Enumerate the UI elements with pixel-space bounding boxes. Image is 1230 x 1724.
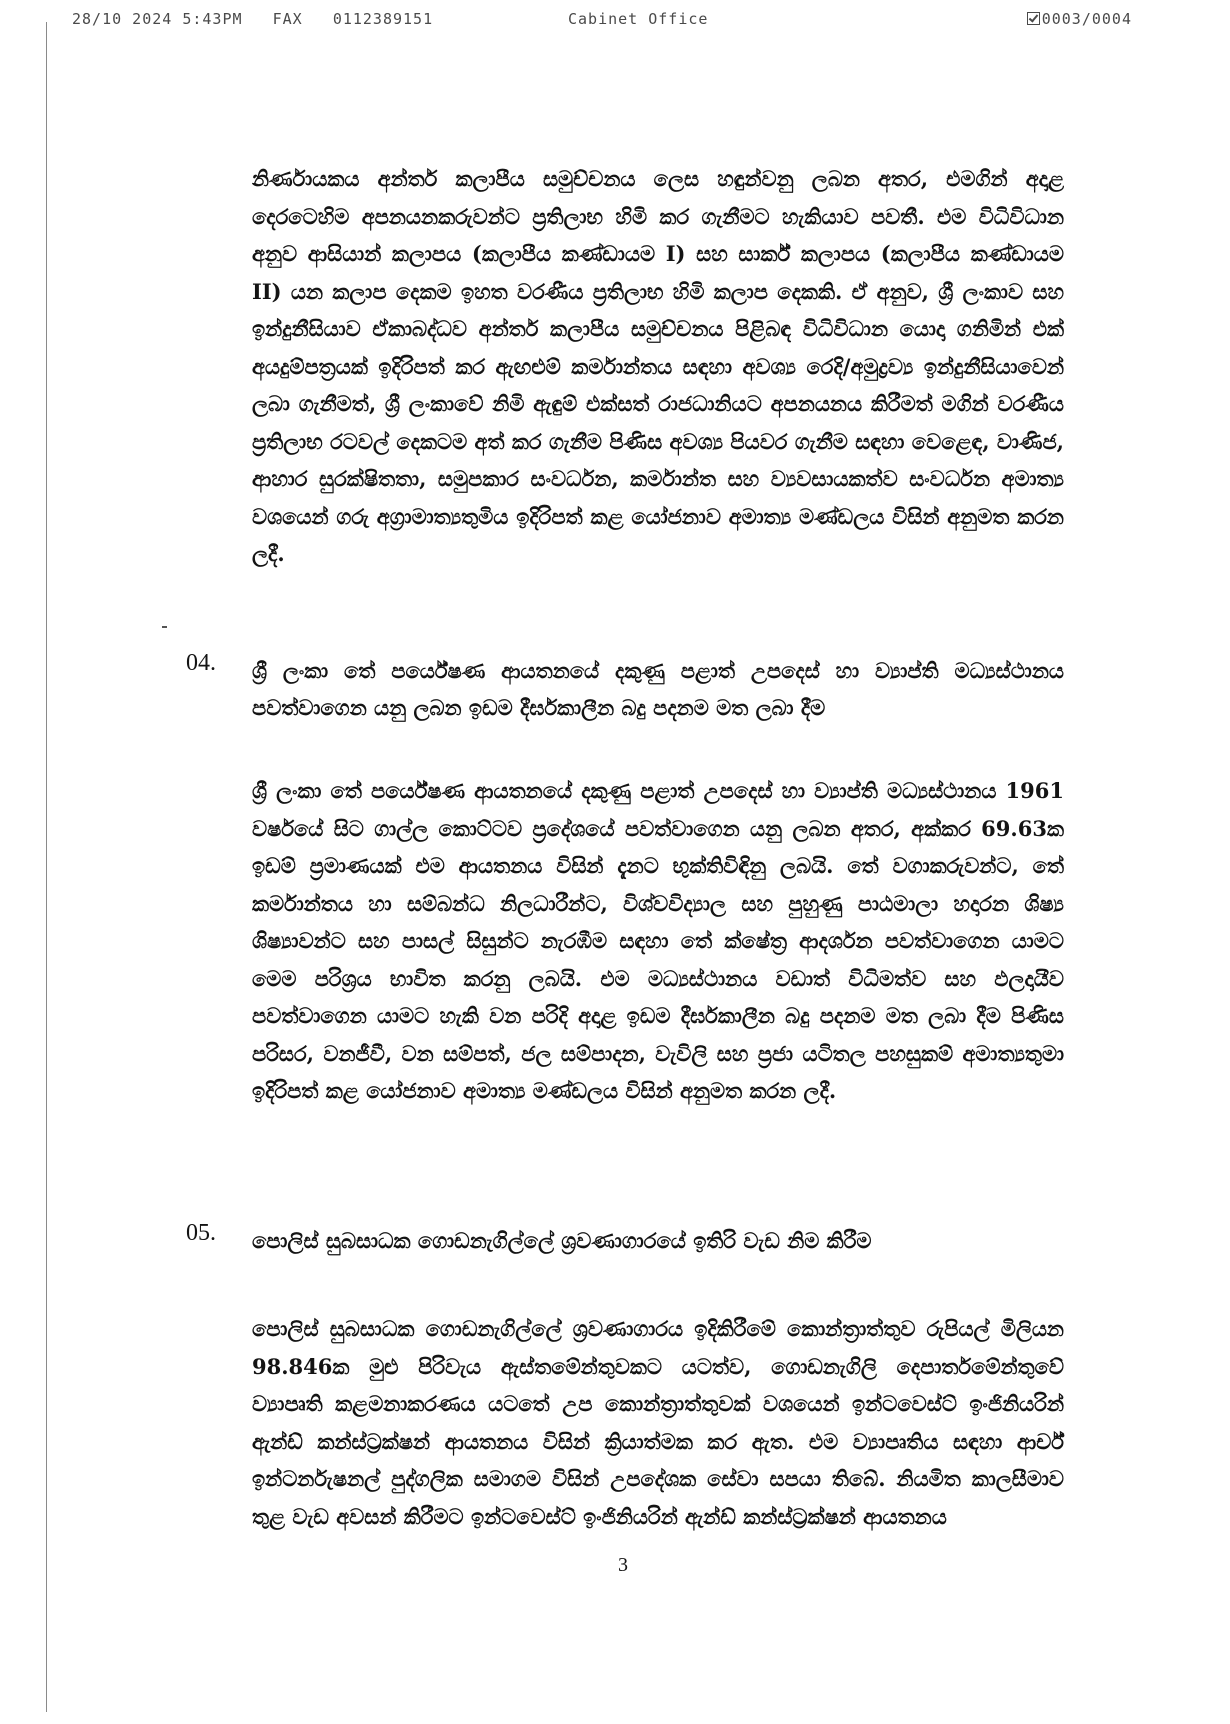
page-number: 3 — [618, 1554, 628, 1576]
left-margin-line — [46, 22, 47, 1712]
intro-paragraph: නිර්ණායකය අන්තර් කලාපීය සමුච්චනය ලෙස හඳුන්වනු ලබන අතර, එමගින් අදාළ දෙරටෙහිම අපනයනකරුවන්ට ප්‍රතිලාභ හිමි කර ගැනීමට හැකියාව පවතී. එම විධිවිධාන අනුව ආසියාන් කලාපය (කලාපීය කණ්ඩායම I) සහ සාර්ක් කලාපය (කලාපීය කණ්ඩායම II) යන කලාප දෙකම ඉහත වරණීය ප්‍රතිලාභ හිමි කලාප දෙකකි. ඒ අනුව, ශ්‍රී ලංකාව සහ ඉන්දුනීසියාව ඒකාබද්ධව අන්තර් කලාපීය සමුච්චනය පිළිබඳ විධිවිධාන යොදා ගනිමින් එක් අයදුම්පත්‍රයක් ඉදිරිපත් කර ඇඟළුම් කර්මාන්තය සඳහා අවශ්‍ය රෙදි/අමුද්‍රව්‍ය ඉන්දුනීසියාවෙන් ලබා ගැනීමත්, ශ්‍රී ලංකාවේ නිමි ඇඳුම් එක්සත් රාජධානියට අපනයනය කිරීමත් මගින් වරණීය ප්‍රතිලාභ රටවල් දෙකටම අත් කර ගැනීම පිණිස අවශ්‍ය පියවර ගැනීම සඳහා වෙළෙඳ, වාණිජ, ආහාර සුරක්ෂිතතා, සමුපකාර සංවර්ධන, කර්මාන්ත සහ ව්‍යවසායකත්ව සංවර්ධන අමාත්‍ය වශයෙන් ගරු අග්‍රාමාත්‍යතුමිය ඉදිරිපත් කළ යෝජනාව අමාත්‍ය මණ්ඩලය විසින් අනුමත කරන ලදී. — [252, 166, 1064, 566]
item-05-number: 05. — [186, 1220, 216, 1246]
fax-page-counter-text: 0003/0004 — [1041, 10, 1132, 28]
item-05-heading: පොලිස් සුබසාධක ගොඩනැගිල්ලේ ශ්‍රවණාගාරයේ ඉතිරි වැඩ නිම කිරීම — [252, 1228, 872, 1253]
fax-datetime-text: 28/10 2024 5:43PM — [72, 10, 243, 28]
fax-office: Cabinet Office — [568, 10, 709, 28]
item-04-number: 04. — [186, 650, 216, 676]
fax-page-counter — [1027, 10, 1132, 28]
fax-header — [72, 10, 1132, 32]
fax-label: FAX — [272, 10, 303, 28]
item-04-heading: ශ්‍රී ලංකා තේ පර්යේෂණ ආයතනයේ දකුණු පළාත් උපදෙස් හා ව්‍යාප්ති මධ්‍යස්ථානය පවත්වාගෙන යනු ලබන ඉඩම දීර්ඝකාලීන බදු පදනම මත ලබා දීම — [252, 658, 1064, 720]
item-05-body: පොලිස් සුබසාධක ගොඩනැගිල්ලේ ශ්‍රවණාගාරය ඉදිකිරීමේ කොන්ත්‍රාත්තුව රුපියල් මිලියන 98.846ක මුළු පිරිවැය ඇස්තමේන්තුවකට යටත්ව, ගොඩනැගිලි දෙපාර්තමේන්තුවේ ව්‍යාපෘති කළමනාකරණය යටතේ උප කොන්ත්‍රාත්තුවක් වශයෙන් ඉන්ටවෙස්ට් ඉංජිනියරින් ඇන්ඩ් කන්ස්ට්‍රක්ෂන් ආයතනය විසින් ක්‍රියාත්මක කර ඇත. එම ව්‍යාපෘතිය සඳහා ආර්ච් ඉන්ටර්නැෂනල් පුද්ගලික සමාගම විසින් උපදේශක සේවා සපයා තිබේ. නියමිත කාලසීමාව තුළ වැඩ අවසන් කිරීමට ඉන්ටවෙස්ට් ඉංජිනියරින් ඇන්ඩ් කන්ස්ට්‍රක්ෂන් ආයතනය — [252, 1316, 1064, 1529]
fax-number: 0112389151 — [332, 10, 434, 28]
checkbox-checked-icon — [1027, 12, 1040, 25]
item-04-body: ශ්‍රී ලංකා තේ පර්යේෂණ ආයතනයේ දකුණු පළාත් උපදෙස් හා ව්‍යාප්ති මධ්‍යස්ථානය 1961 වර්ෂයේ සිට ගාල්ල කොට්ටව ප්‍රදේශයේ පවත්වාගෙන යනු ලබන අතර, අක්කර 69.63ක ඉඩම් ප්‍රමාණයක් එම ආයතනය විසින් දැනට භුක්තිවිඳිනු ලබයි. තේ වගාකරුවන්ට, තේ කර්මාන්තය හා සම්බන්ධ නිලධාරීන්ට, විශ්වවිද්‍යාල සහ පුහුණු පාඨමාලා හදාරන ශිෂ්‍ය ශිෂ්‍යාවන්ට සහ පාසල් සිසුන්ට නැරඹීම සඳහා තේ ක්ෂේත්‍ර ආදර්ශන පවත්වාගෙන යාමට මෙම පරිශ්‍රය භාවිත කරනු ලබයි. එම මධ්‍යස්ථානය වඩාත් විධිමත්ව සහ ඵලදායීව පවත්වාගෙන යාමට හැකි වන පරිදි අදාළ ඉඩම දීර්ඝකාලීන බදු පදනම මත ලබා දීම පිණිස පරිසර, වනජීවී, වන සම්පත්, ජල සම්පාදන, වැවිලි සහ ප්‍රජා යටිතල පහසුකම් අමාත්‍යතුමා ඉදිරිපත් කළ යෝජනාව අමාත්‍ය මණ්ඩලය විසින් අනුමත කරන ලදී. — [252, 778, 1064, 1103]
scan-speck — [162, 626, 167, 628]
fax-datetime — [72, 10, 433, 28]
